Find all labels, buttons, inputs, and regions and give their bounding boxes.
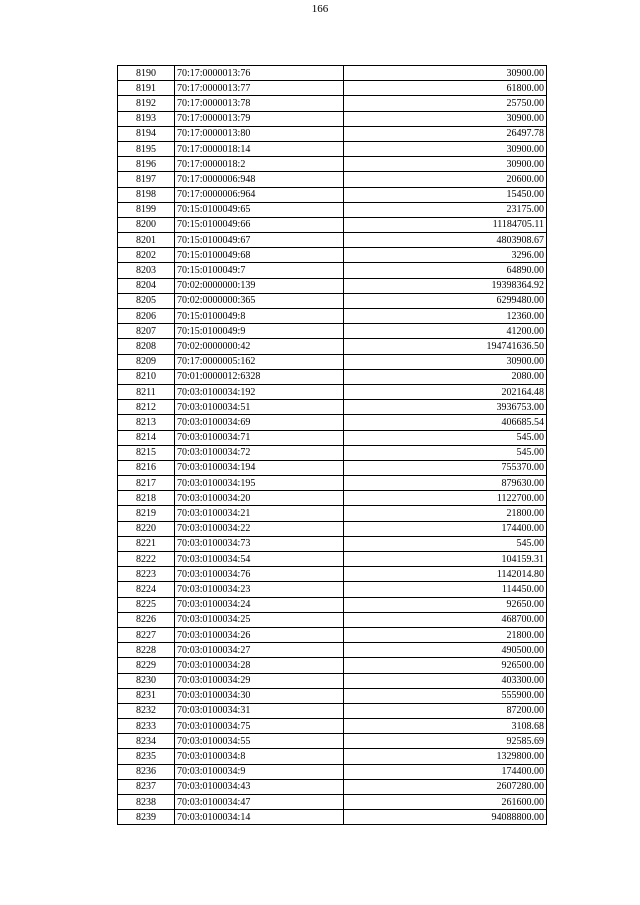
table-row: [118, 217, 547, 232]
table-row: [118, 810, 547, 825]
value-cell: 174400.00: [344, 521, 547, 536]
table-row: [118, 430, 547, 445]
row-number-cell: 8202: [118, 248, 175, 263]
row-number-cell: 8233: [118, 719, 175, 734]
value-cell: 4803908.67: [344, 233, 547, 248]
table-row: [118, 582, 547, 597]
table-row: [118, 141, 547, 156]
row-number-cell: 8196: [118, 157, 175, 172]
table-row: [118, 172, 547, 187]
table-row: [118, 491, 547, 506]
value-cell: 41200.00: [344, 324, 547, 339]
row-number-cell: 8230: [118, 673, 175, 688]
cadastral-number-cell: 70:02:0000000:42: [175, 339, 344, 354]
row-number-cell: 8235: [118, 749, 175, 764]
table-row: [118, 460, 547, 475]
registry-table: [117, 65, 547, 825]
row-number-cell: 8239: [118, 810, 175, 825]
table-row: [118, 309, 547, 324]
cadastral-number-cell: 70:03:0100034:28: [175, 658, 344, 673]
cadastral-number-cell: 70:15:0100049:66: [175, 217, 344, 232]
row-number-cell: 8208: [118, 339, 175, 354]
value-cell: 30900.00: [344, 66, 547, 81]
row-number-cell: 8237: [118, 779, 175, 794]
cadastral-number-cell: 70:03:0100034:26: [175, 627, 344, 642]
value-cell: 30900.00: [344, 157, 547, 172]
value-cell: 114450.00: [344, 582, 547, 597]
cadastral-number-cell: 70:03:0100034:76: [175, 567, 344, 582]
table-row: [118, 688, 547, 703]
row-number-cell: 8217: [118, 476, 175, 491]
row-number-cell: 8203: [118, 263, 175, 278]
table-row: [118, 66, 547, 81]
table-row: [118, 795, 547, 810]
cadastral-number-cell: 70:03:0100034:72: [175, 445, 344, 460]
value-cell: 174400.00: [344, 764, 547, 779]
row-number-cell: 8218: [118, 491, 175, 506]
value-cell: 3296.00: [344, 248, 547, 263]
cadastral-number-cell: 70:03:0100034:71: [175, 430, 344, 445]
row-number-cell: 8200: [118, 217, 175, 232]
value-cell: 26497.78: [344, 126, 547, 141]
table-row: [118, 658, 547, 673]
cadastral-number-cell: 70:17:0000018:14: [175, 141, 344, 156]
row-number-cell: 8211: [118, 384, 175, 399]
row-number-cell: 8210: [118, 369, 175, 384]
cadastral-number-cell: 70:17:0000006:948: [175, 172, 344, 187]
value-cell: 403300.00: [344, 673, 547, 688]
table-row: [118, 552, 547, 567]
table-row: [118, 749, 547, 764]
row-number-cell: 8234: [118, 734, 175, 749]
row-number-cell: 8232: [118, 703, 175, 718]
value-cell: 19398364.92: [344, 278, 547, 293]
registry-table-body: [118, 66, 547, 825]
cadastral-number-cell: 70:03:0100034:23: [175, 582, 344, 597]
value-cell: 555900.00: [344, 688, 547, 703]
row-number-cell: 8206: [118, 309, 175, 324]
table-row: [118, 400, 547, 415]
cadastral-number-cell: 70:17:0000018:2: [175, 157, 344, 172]
row-number-cell: 8191: [118, 81, 175, 96]
row-number-cell: 8222: [118, 552, 175, 567]
table-row: [118, 354, 547, 369]
row-number-cell: 8223: [118, 567, 175, 582]
value-cell: 92585.69: [344, 734, 547, 749]
value-cell: 545.00: [344, 536, 547, 551]
row-number-cell: 8197: [118, 172, 175, 187]
row-number-cell: 8227: [118, 627, 175, 642]
table-row: [118, 536, 547, 551]
table-row: [118, 293, 547, 308]
cadastral-number-cell: 70:03:0100034:54: [175, 552, 344, 567]
row-number-cell: 8219: [118, 506, 175, 521]
value-cell: 468700.00: [344, 612, 547, 627]
value-cell: 2080.00: [344, 369, 547, 384]
table-row: [118, 369, 547, 384]
value-cell: 12360.00: [344, 309, 547, 324]
value-cell: 21800.00: [344, 627, 547, 642]
cadastral-number-cell: 70:03:0100034:21: [175, 506, 344, 521]
cadastral-number-cell: 70:03:0100034:75: [175, 719, 344, 734]
table-row: [118, 278, 547, 293]
cadastral-number-cell: 70:17:0000013:79: [175, 111, 344, 126]
table-row: [118, 202, 547, 217]
cadastral-number-cell: 70:17:0000006:964: [175, 187, 344, 202]
row-number-cell: 8231: [118, 688, 175, 703]
row-number-cell: 8220: [118, 521, 175, 536]
value-cell: 11184705.11: [344, 217, 547, 232]
value-cell: 94088800.00: [344, 810, 547, 825]
value-cell: 92650.00: [344, 597, 547, 612]
cadastral-number-cell: 70:03:0100034:20: [175, 491, 344, 506]
table-row: [118, 324, 547, 339]
value-cell: 104159.31: [344, 552, 547, 567]
table-row: [118, 476, 547, 491]
cadastral-number-cell: 70:03:0100034:55: [175, 734, 344, 749]
value-cell: 61800.00: [344, 81, 547, 96]
row-number-cell: 8226: [118, 612, 175, 627]
value-cell: 23175.00: [344, 202, 547, 217]
row-number-cell: 8201: [118, 233, 175, 248]
table-row: [118, 764, 547, 779]
row-number-cell: 8236: [118, 764, 175, 779]
value-cell: 926500.00: [344, 658, 547, 673]
cadastral-number-cell: 70:17:0000013:76: [175, 66, 344, 81]
value-cell: 30900.00: [344, 111, 547, 126]
row-number-cell: 8215: [118, 445, 175, 460]
table-row: [118, 248, 547, 263]
cadastral-number-cell: 70:02:0000000:365: [175, 293, 344, 308]
row-number-cell: 8190: [118, 66, 175, 81]
row-number-cell: 8207: [118, 324, 175, 339]
value-cell: 25750.00: [344, 96, 547, 111]
row-number-cell: 8213: [118, 415, 175, 430]
table-row: [118, 506, 547, 521]
table-row: [118, 567, 547, 582]
table-row: [118, 339, 547, 354]
table-row: [118, 734, 547, 749]
cadastral-number-cell: 70:03:0100034:29: [175, 673, 344, 688]
table-row: [118, 643, 547, 658]
value-cell: 15450.00: [344, 187, 547, 202]
cadastral-number-cell: 70:03:0100034:43: [175, 779, 344, 794]
row-number-cell: 8198: [118, 187, 175, 202]
cadastral-number-cell: 70:03:0100034:194: [175, 460, 344, 475]
row-number-cell: 8193: [118, 111, 175, 126]
row-number-cell: 8209: [118, 354, 175, 369]
row-number-cell: 8204: [118, 278, 175, 293]
value-cell: 194741636.50: [344, 339, 547, 354]
cadastral-number-cell: 70:03:0100034:8: [175, 749, 344, 764]
table-row: [118, 111, 547, 126]
value-cell: 1122700.00: [344, 491, 547, 506]
value-cell: 545.00: [344, 430, 547, 445]
cadastral-number-cell: 70:03:0100034:69: [175, 415, 344, 430]
value-cell: 21800.00: [344, 506, 547, 521]
value-cell: 20600.00: [344, 172, 547, 187]
cadastral-number-cell: 70:15:0100049:9: [175, 324, 344, 339]
cadastral-number-cell: 70:03:0100034:24: [175, 597, 344, 612]
row-number-cell: 8194: [118, 126, 175, 141]
row-number-cell: 8224: [118, 582, 175, 597]
row-number-cell: 8221: [118, 536, 175, 551]
row-number-cell: 8225: [118, 597, 175, 612]
table-row: [118, 703, 547, 718]
row-number-cell: 8199: [118, 202, 175, 217]
row-number-cell: 8205: [118, 293, 175, 308]
table-row: [118, 445, 547, 460]
table-row: [118, 597, 547, 612]
row-number-cell: 8216: [118, 460, 175, 475]
value-cell: 2607280.00: [344, 779, 547, 794]
cadastral-number-cell: 70:15:0100049:67: [175, 233, 344, 248]
table-row: [118, 81, 547, 96]
row-number-cell: 8214: [118, 430, 175, 445]
cadastral-number-cell: 70:17:0000005:162: [175, 354, 344, 369]
row-number-cell: 8195: [118, 141, 175, 156]
table-row: [118, 384, 547, 399]
row-number-cell: 8192: [118, 96, 175, 111]
cadastral-number-cell: 70:03:0100034:25: [175, 612, 344, 627]
cadastral-number-cell: 70:03:0100034:192: [175, 384, 344, 399]
value-cell: 64890.00: [344, 263, 547, 278]
table-row: [118, 779, 547, 794]
row-number-cell: 8238: [118, 795, 175, 810]
cadastral-number-cell: 70:03:0100034:22: [175, 521, 344, 536]
cadastral-number-cell: 70:03:0100034:9: [175, 764, 344, 779]
cadastral-number-cell: 70:01:0000012:6328: [175, 369, 344, 384]
value-cell: 3108.68: [344, 719, 547, 734]
table-row: [118, 415, 547, 430]
value-cell: 1142014.80: [344, 567, 547, 582]
cadastral-number-cell: 70:15:0100049:8: [175, 309, 344, 324]
table-row: [118, 627, 547, 642]
cadastral-number-cell: 70:17:0000013:77: [175, 81, 344, 96]
value-cell: 545.00: [344, 445, 547, 460]
table-row: [118, 157, 547, 172]
table-row: [118, 673, 547, 688]
table-row: [118, 96, 547, 111]
cadastral-number-cell: 70:02:0000000:139: [175, 278, 344, 293]
table-row: [118, 126, 547, 141]
value-cell: 87200.00: [344, 703, 547, 718]
row-number-cell: 8229: [118, 658, 175, 673]
value-cell: 406685.54: [344, 415, 547, 430]
row-number-cell: 8228: [118, 643, 175, 658]
value-cell: 1329800.00: [344, 749, 547, 764]
cadastral-number-cell: 70:03:0100034:73: [175, 536, 344, 551]
table-row: [118, 719, 547, 734]
value-cell: 30900.00: [344, 141, 547, 156]
table-row: [118, 263, 547, 278]
value-cell: 879630.00: [344, 476, 547, 491]
cadastral-number-cell: 70:03:0100034:47: [175, 795, 344, 810]
value-cell: 30900.00: [344, 354, 547, 369]
cadastral-number-cell: 70:03:0100034:51: [175, 400, 344, 415]
cadastral-number-cell: 70:17:0000013:80: [175, 126, 344, 141]
page-number: 166: [311, 3, 329, 15]
row-number-cell: 8212: [118, 400, 175, 415]
cadastral-number-cell: 70:03:0100034:31: [175, 703, 344, 718]
value-cell: 261600.00: [344, 795, 547, 810]
table-row: [118, 187, 547, 202]
value-cell: 3936753.00: [344, 400, 547, 415]
table-row: [118, 612, 547, 627]
cadastral-number-cell: 70:15:0100049:68: [175, 248, 344, 263]
table-row: [118, 521, 547, 536]
cadastral-number-cell: 70:03:0100034:27: [175, 643, 344, 658]
cadastral-number-cell: 70:03:0100034:30: [175, 688, 344, 703]
table-row: [118, 233, 547, 248]
value-cell: 755370.00: [344, 460, 547, 475]
value-cell: 490500.00: [344, 643, 547, 658]
cadastral-number-cell: 70:03:0100034:195: [175, 476, 344, 491]
cadastral-number-cell: 70:15:0100049:7: [175, 263, 344, 278]
cadastral-number-cell: 70:15:0100049:65: [175, 202, 344, 217]
value-cell: 6299480.00: [344, 293, 547, 308]
cadastral-number-cell: 70:03:0100034:14: [175, 810, 344, 825]
cadastral-number-cell: 70:17:0000013:78: [175, 96, 344, 111]
value-cell: 202164.48: [344, 384, 547, 399]
